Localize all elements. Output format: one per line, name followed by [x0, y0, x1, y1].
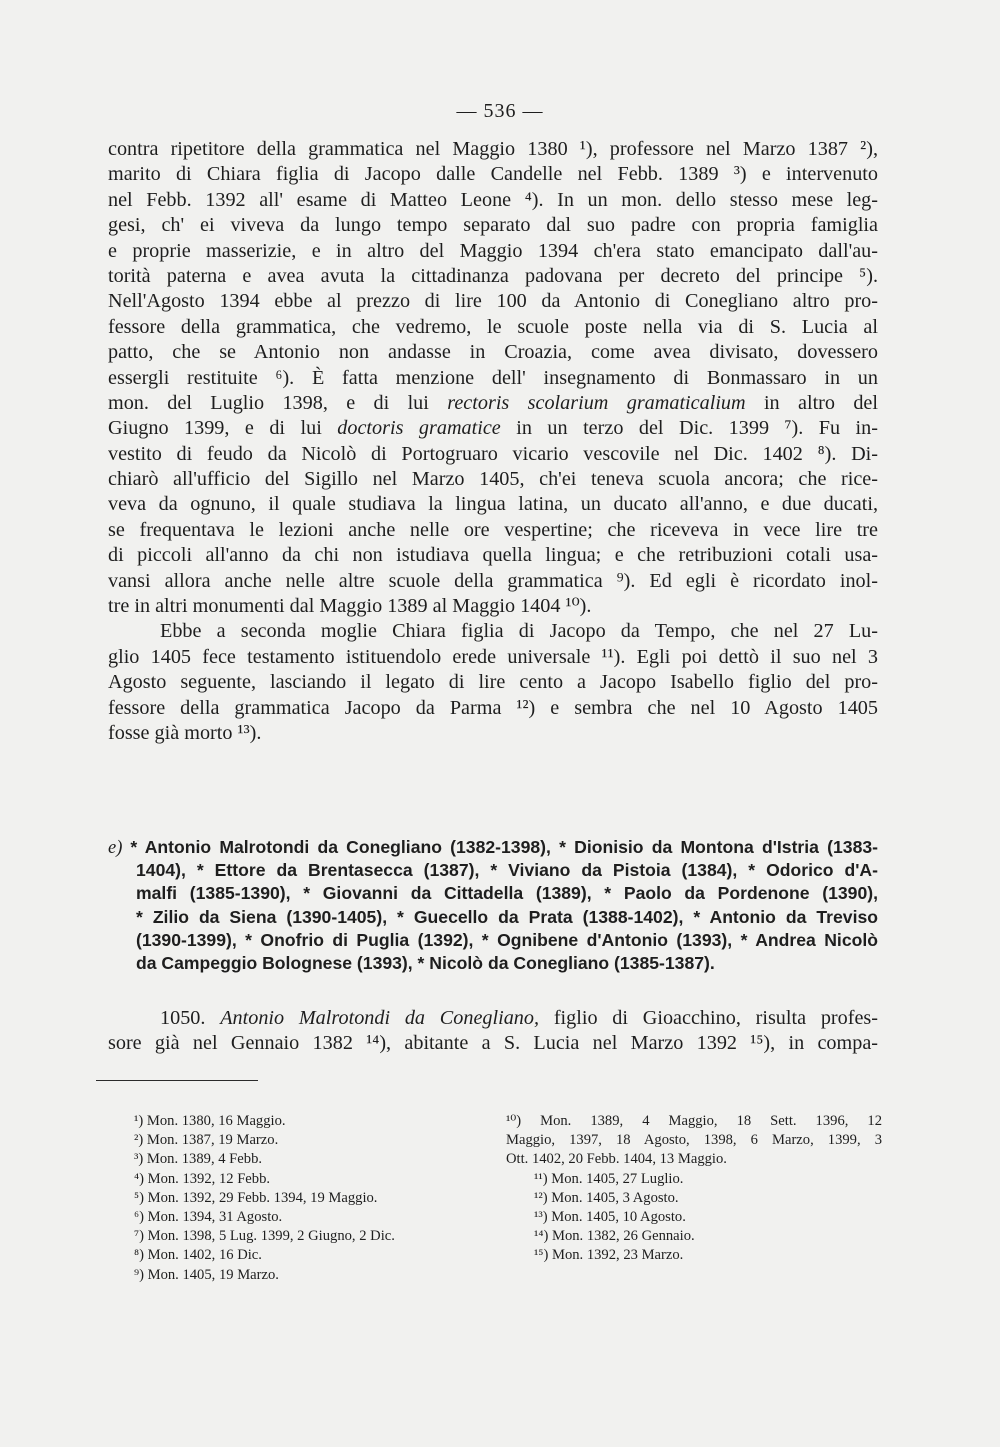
footnote: Maggio, 1397, 18 Agosto, 1398, 6 Marzo, 1399, 3: [506, 1132, 882, 1149]
footnote: ⁷) Mon. 1398, 5 Lug. 1399, 2 Giugno, 2 Dic.: [134, 1228, 395, 1245]
footnotes-right: [506, 1112, 882, 1266]
text-line: chiarò all'ufficio del Sigillo nel Marzo 1405, ch'ei teneva scuola ancora; che rice-: [108, 468, 878, 491]
text-line: fosse già morto ¹³).: [108, 721, 262, 744]
list-e-text: * Antonio Malrotondi da Conegliano (1382-1398), * Dionisio da Montona d'Istria (1383-: [130, 837, 878, 857]
list-e-line: da Campeggio Bolognese (1393), * Nicolò da Conegliano (1385-1387).: [136, 952, 715, 973]
list-e-line: malfi (1385-1390), * Giovanni da Cittadella (1389), * Paolo da Pordenone (1390),: [136, 883, 878, 904]
section-text: figlio di Gioacchino, risulta profes-: [553, 1007, 879, 1029]
section-number: 1050.: [160, 1007, 206, 1029]
text-line: Giugno 1399, e di lui doctoris gramatice in un terzo del Dic. 1399 ⁷). Fu in-: [108, 417, 878, 440]
list-e-line: 1404), * Ettore da Brentasecca (1387), * Viviano da Pistoia (1384), * Odorico d'A-: [136, 860, 878, 881]
footnote: ¹²) Mon. 1405, 3 Agosto.: [534, 1189, 679, 1206]
footnote: ⁸) Mon. 1402, 16 Dic.: [134, 1247, 262, 1264]
latin-phrase: rectoris scolarium gramaticalium: [447, 391, 746, 414]
footnote: Ott. 1402, 20 Febb. 1404, 13 Maggio.: [506, 1151, 727, 1168]
main-text: [108, 137, 878, 746]
footnote: ⁵) Mon. 1392, 29 Febb. 1394, 19 Maggio.: [134, 1189, 378, 1206]
text-line: tre in altri monumenti dal Maggio 1389 al Maggio 1404 ¹⁰).: [108, 595, 592, 618]
latin-phrase: doctoris gramatice: [337, 417, 501, 440]
footnote-divider: [96, 1080, 258, 1081]
footnote: ⁶) Mon. 1394, 31 Agosto.: [134, 1209, 283, 1226]
text-line: gesi, ch' ei viveva da lungo tempo separato dal suo padre con propria famiglia: [108, 214, 878, 237]
footnote: ²) Mon. 1387, 19 Marzo.: [134, 1132, 279, 1149]
footnote: ¹³) Mon. 1405, 10 Agosto.: [534, 1209, 686, 1226]
text-line: mon. del Luglio 1398, e di lui rectoris scolarium gramaticalium in altro del: [108, 391, 878, 414]
text-line: se frequentava le lezioni anche nelle ore vespertine; che riceveva in vece lire tre: [108, 518, 878, 541]
section-line: [108, 1006, 878, 1031]
text-line: contra ripetitore della grammatica nel Maggio 1380 ¹), professore nel Marzo 1387 ²),: [108, 138, 878, 160]
text-line: veva da ognuno, il quale studiava la lingua latina, un ducato all'anno, e due ducati,: [108, 493, 878, 516]
section-name: Antonio Malrotondi da Conegliano,: [220, 1007, 540, 1029]
list-e-line: [108, 836, 878, 859]
text-line: Nell'Agosto 1394 ebbe al prezzo di lire 100 da Antonio di Conegliano altro pro-: [108, 290, 878, 313]
footnote: ¹) Mon. 1380, 16 Maggio.: [134, 1113, 286, 1129]
footnote: ⁴) Mon. 1392, 12 Febb.: [134, 1170, 271, 1187]
section-1050: [108, 1006, 878, 1057]
footnote: ¹⁰) Mon. 1389, 4 Maggio, 18 Sett. 1396, 12: [506, 1113, 882, 1129]
footnote: ¹⁴) Mon. 1382, 26 Gennaio.: [534, 1228, 695, 1245]
text-line: essergli restituite ⁶). È fatta menzione dell' insegnamento di Bonmassaro in un: [108, 366, 878, 389]
text-line: fessore della grammatica, che vedremo, le scuole poste nella via di S. Lucia al: [108, 315, 878, 338]
page-number: — 536 —: [456, 100, 544, 122]
text-line: torità paterna e avea avuta la cittadinanza padovana per decreto del principe ⁵).: [108, 264, 878, 287]
list-e: [108, 836, 878, 975]
section-line: sore già nel Gennaio 1382 ¹⁴), abitante a S. Lucia nel Marzo 1392 ¹⁵), in compa-: [108, 1032, 878, 1055]
footnotes-left: [134, 1112, 494, 1285]
footnote: ¹¹) Mon. 1405, 27 Luglio.: [534, 1170, 684, 1187]
text-line: vansi allora anche nelle altre scuole della grammatica ⁹). Ed egli è ricordato inol-: [108, 569, 878, 592]
footnote: ⁹) Mon. 1405, 19 Marzo.: [134, 1266, 279, 1283]
text-line: patto, che se Antonio non andasse in Croazia, come avea divisato, dovessero: [108, 341, 878, 364]
text-line: e proprie masserizie, e in altro del Maggio 1394 ch'era stato emancipato dall'au-: [108, 239, 878, 262]
text-line: Ebbe a seconda moglie Chiara figlia di Jacopo da Tempo, che nel 27 Lu-: [160, 620, 878, 643]
text-line: di piccoli all'anno da chi non istudiava quella lingua; e che retribuzioni cotali usa-: [108, 544, 878, 567]
footnote: ¹⁵) Mon. 1392, 23 Marzo.: [534, 1247, 684, 1264]
list-e-marker: e): [108, 838, 123, 858]
text-line: vestito di feudo da Nicolò di Portogruaro vicario vescovile nel Dic. 1402 ⁸). Di-: [108, 442, 878, 465]
text-line: fessore della grammatica Jacopo da Parma ¹²) e sembra che nel 10 Agosto 1405: [108, 696, 878, 719]
text-line: Agosto seguente, lasciando il legato di lire cento a Jacopo Isabello figlio del pro-: [108, 671, 878, 694]
list-e-line: * Zilio da Siena (1390-1405), * Guecello da Prata (1388-1402), * Antonio da Treviso: [136, 906, 878, 927]
text-line: glio 1405 fece testamento istituendolo erede universale ¹¹). Egli poi dettò il suo nel 3: [108, 645, 878, 668]
text-line: marito di Chiara figlia di Jacopo dalle Candelle nel Febb. 1389 ³) e intervenuto: [108, 163, 878, 186]
footnote: ³) Mon. 1389, 4 Febb.: [134, 1151, 263, 1168]
text-line: nel Febb. 1392 all' esame di Matteo Leone ⁴). In un mon. dello stesso mese leg-: [108, 188, 878, 211]
list-e-line: (1390-1399), * Onofrio di Puglia (1392), * Ognibene d'Antonio (1393), * Andrea Nicolò: [136, 929, 878, 950]
